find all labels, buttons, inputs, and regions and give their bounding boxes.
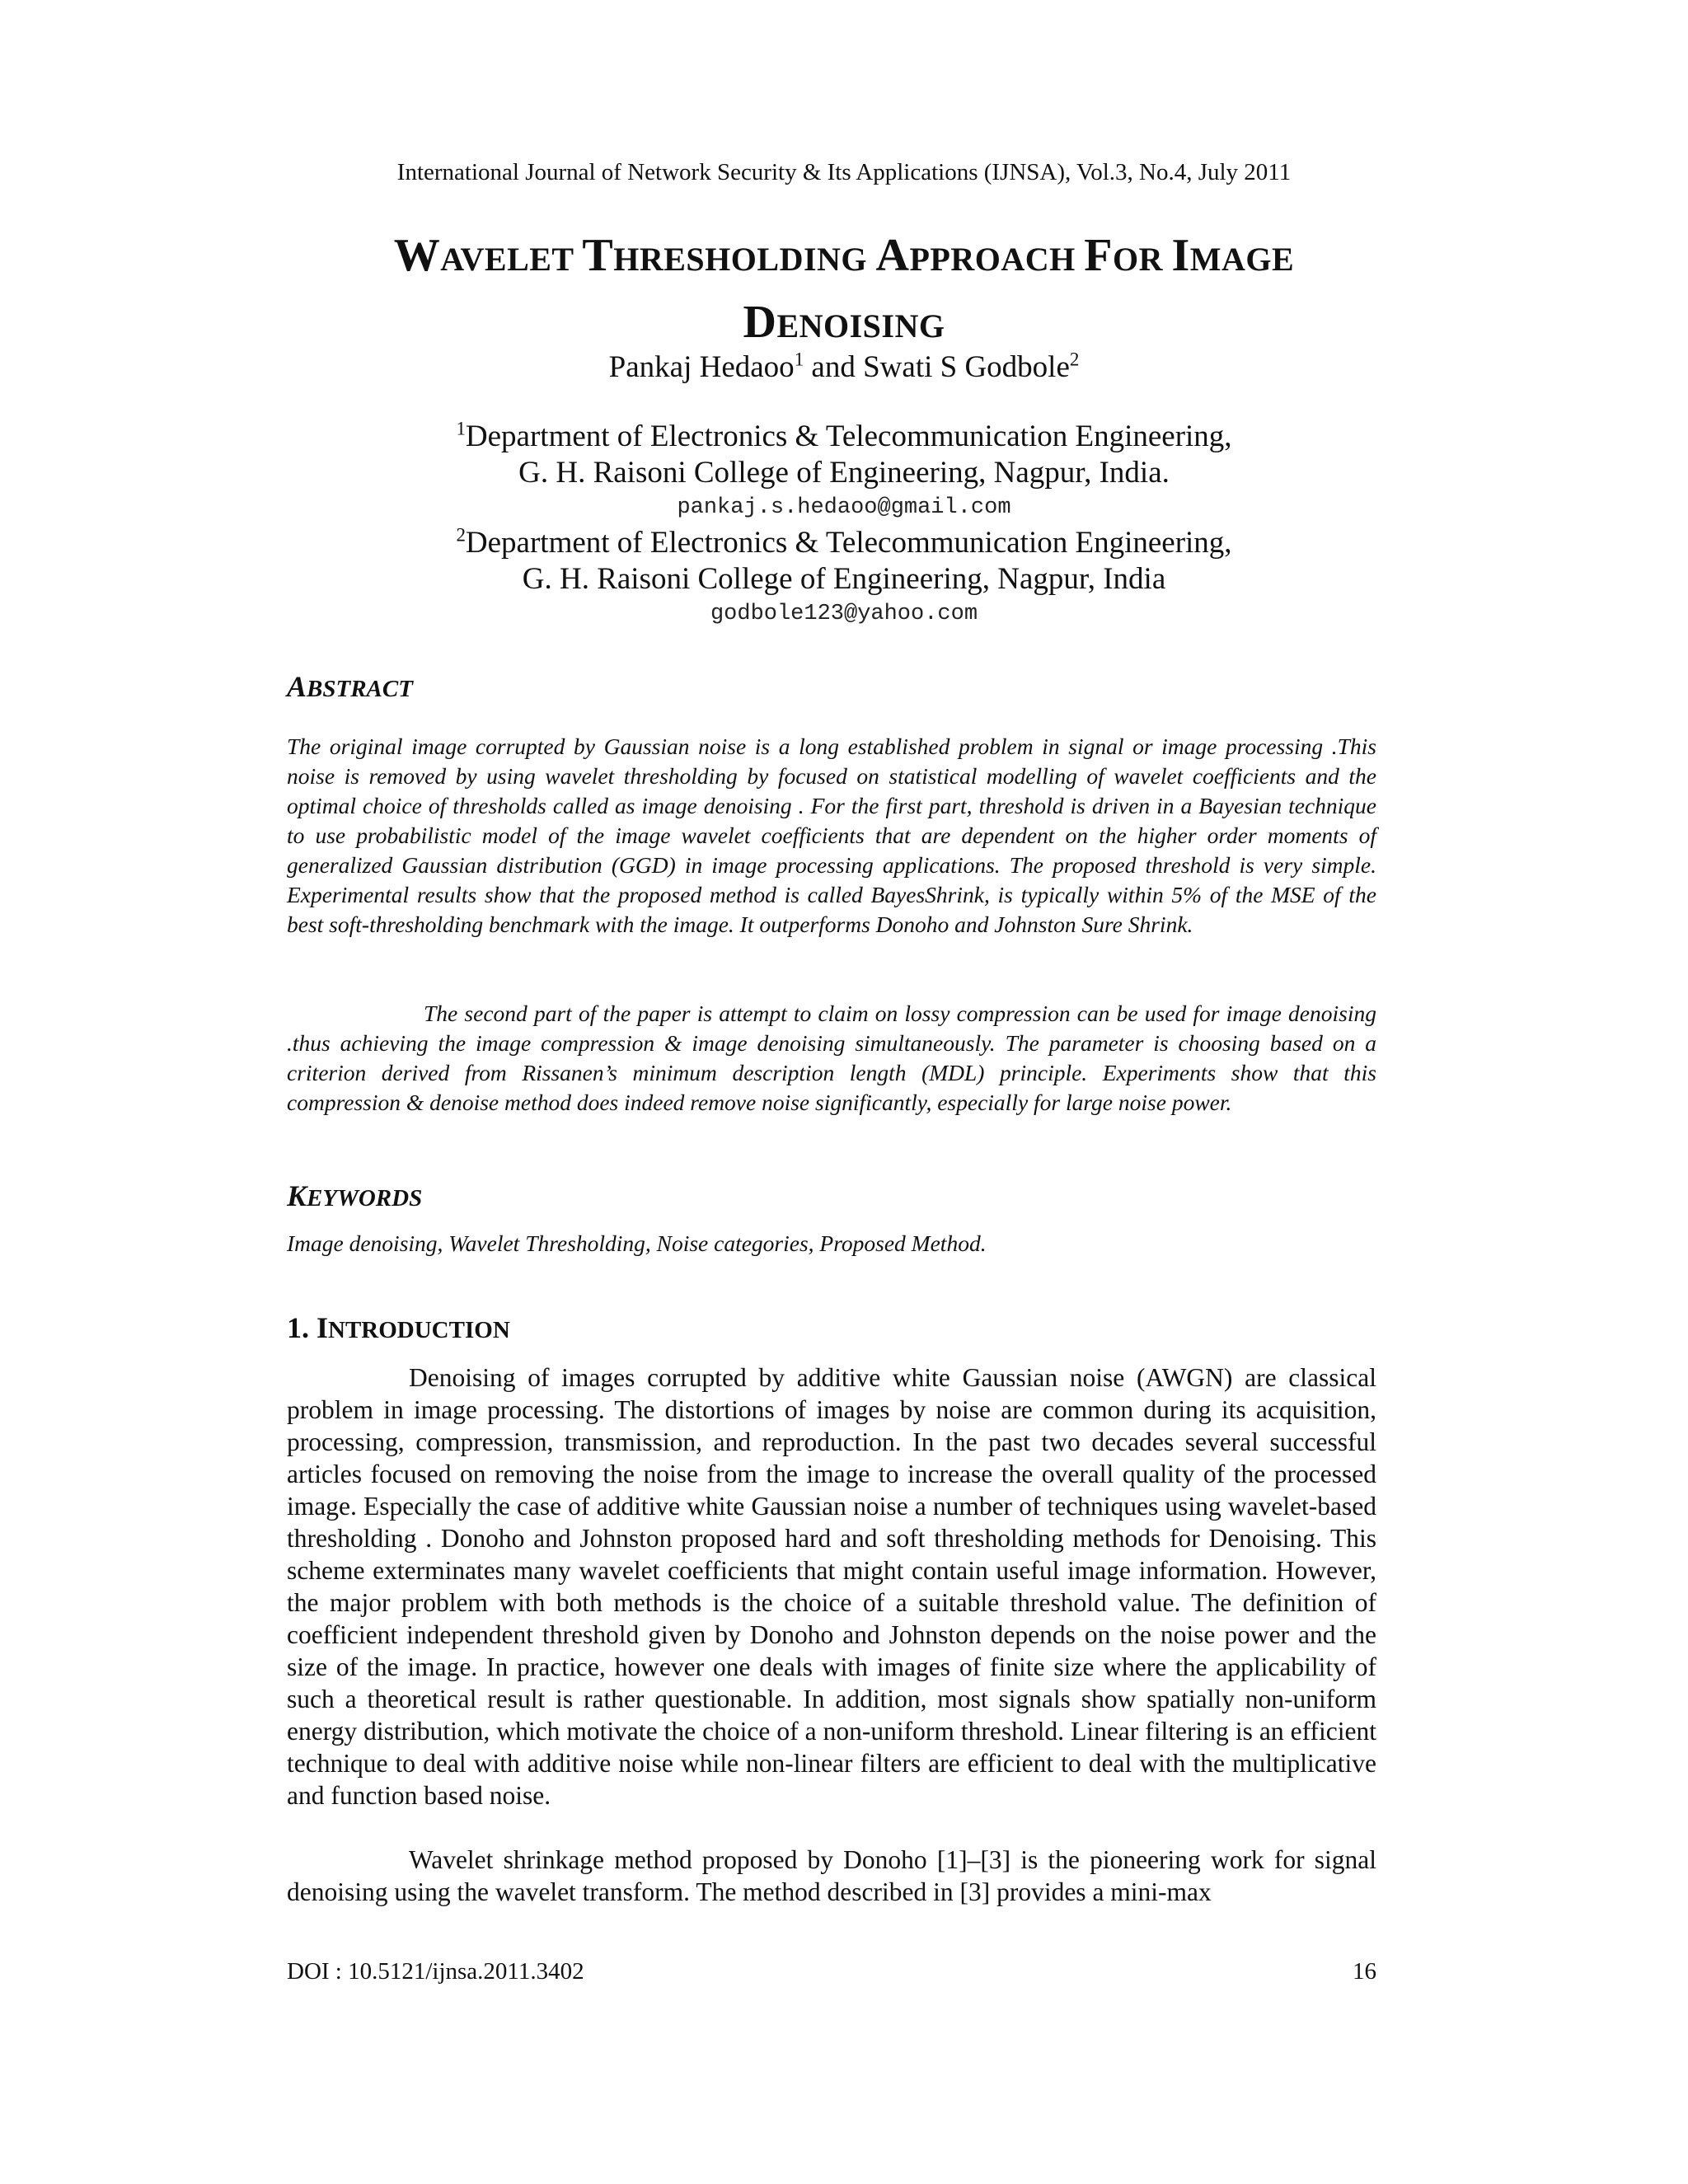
title-word: DENOISING — [743, 297, 945, 348]
author-email: pankaj.s.hedaoo@gmail.com — [677, 495, 1011, 520]
author-name: Swati S Godbole — [863, 350, 1070, 384]
affiliation-college: G. H. Raisoni College of Engineering, Nagpur, India. — [518, 456, 1170, 490]
page-number: 16 — [1353, 1958, 1376, 1985]
section-heading-introduction: 1. INTRODUCTION — [287, 1311, 510, 1344]
affiliations — [0, 419, 1688, 631]
introduction-paragraph-1: Denoising of images corrupted by additive white Gaussian noise (AWGN) are classical problem in image processing. The distortions of images by noise are common during its acquisition, processing, compression, transmission, and reproduction. In the past two decades several successful articles focused on removing the noise from the image to increase the overall quality of the processed image. Especially the case of additive white Gaussian noise a number of techniques using wavelet-based thresholding . Donoho and Johnston proposed hard and soft thresholding methods for Denoising. This scheme exterminates many wavelet coefficients that might contain useful image information. However, the major problem with both methods is the choice of a suitable threshold value. The definition of coefficient independent threshold given by Donoho and Johnston depends on the noise power and the size of the image. In practice, however one deals with images of finite size where the applicability of such a theoretical result is rather questionable. In addition, most signals show spatially non-uniform energy distribution, which motivate the choice of a non-uniform threshold. Linear filtering is an efficient technique to deal with additive noise while non-linear filters are efficient to deal with the multiplicative and function based noise. — [287, 1363, 1376, 1810]
author-affiliation-mark: 2 — [1069, 349, 1080, 370]
footer-doi: DOI : 10.5121/ijnsa.2011.3402 — [287, 1958, 584, 1985]
author-joiner: and — [804, 350, 864, 384]
title-line-1 — [0, 224, 1688, 291]
author-list — [0, 349, 1688, 385]
affiliation-college: G. H. Raisoni College of Engineering, Nagpur, India — [522, 562, 1166, 596]
introduction-paragraph-2: Wavelet shrinkage method proposed by Donoho [1]–[3] is the pioneering work for signal denoising using the wavelet transform. The method described in [3] provides a mini-max — [287, 1845, 1376, 1906]
affiliation-dept: $^1$Department of Electronics & Telecommunication Engineering, — [456, 418, 1232, 453]
paper-title — [0, 224, 1688, 358]
title-word: FOR — [1084, 230, 1163, 281]
title-word: THRESHOLDING — [582, 230, 868, 281]
title-word: APPROACH — [875, 230, 1076, 281]
abstract-paragraph-2: The second part of the paper is attempt to claim on lossy compression can be used for image denoising .thus achieving the image compression & image denoising simultaneously. The parameter is choosing based on a criterion derived from Rissanen’s minimum description length (MDL) principle. Experiments show that this compression & denoise method does indeed remove noise significantly, especially for large noise power. — [287, 1001, 1376, 1115]
abstract-paragraph-1: The original image corrupted by Gaussian noise is a long established problem in signal or image processing .This noise is removed by using wavelet thresholding by focused on statistical modelling of wavelet coefficients and the optimal choice of thresholds called as image denoising . For the first part, threshold is driven in a Bayesian technique to use probabilistic model of the image wavelet coefficients that are dependent on the higher order moments of generalized Gaussian distribution (GGD) in image processing applications. The proposed threshold is very simple. Experimental results show that the proposed method is called BayesShrink, is typically within 5% of the MSE of the best soft-thresholding benchmark with the image. It outperforms Donoho and Johnston Sure Shrink. — [287, 733, 1376, 937]
running-head: International Journal of Network Security & Its Applications (IJNSA), Vol.3, No.4, July 2011 — [396, 159, 1292, 185]
title-word: IMAGE — [1171, 230, 1295, 281]
title-line-2 — [0, 291, 1688, 358]
author-email: godbole123@yahoo.com — [710, 602, 978, 626]
author-name: Pankaj Hedaoo — [608, 350, 795, 384]
abstract-heading: ABSTRACT — [287, 670, 413, 703]
affiliation-dept: $^2$Department of Electronics & Telecommunication Engineering, — [456, 524, 1232, 560]
keywords-text: Image denoising, Wavelet Thresholding, Noise categories, Proposed Method. — [287, 1230, 987, 1256]
keywords-heading: KEYWORDS — [287, 1179, 423, 1212]
author-affiliation-mark: 1 — [794, 349, 804, 370]
title-word: WAVELET — [393, 230, 574, 281]
